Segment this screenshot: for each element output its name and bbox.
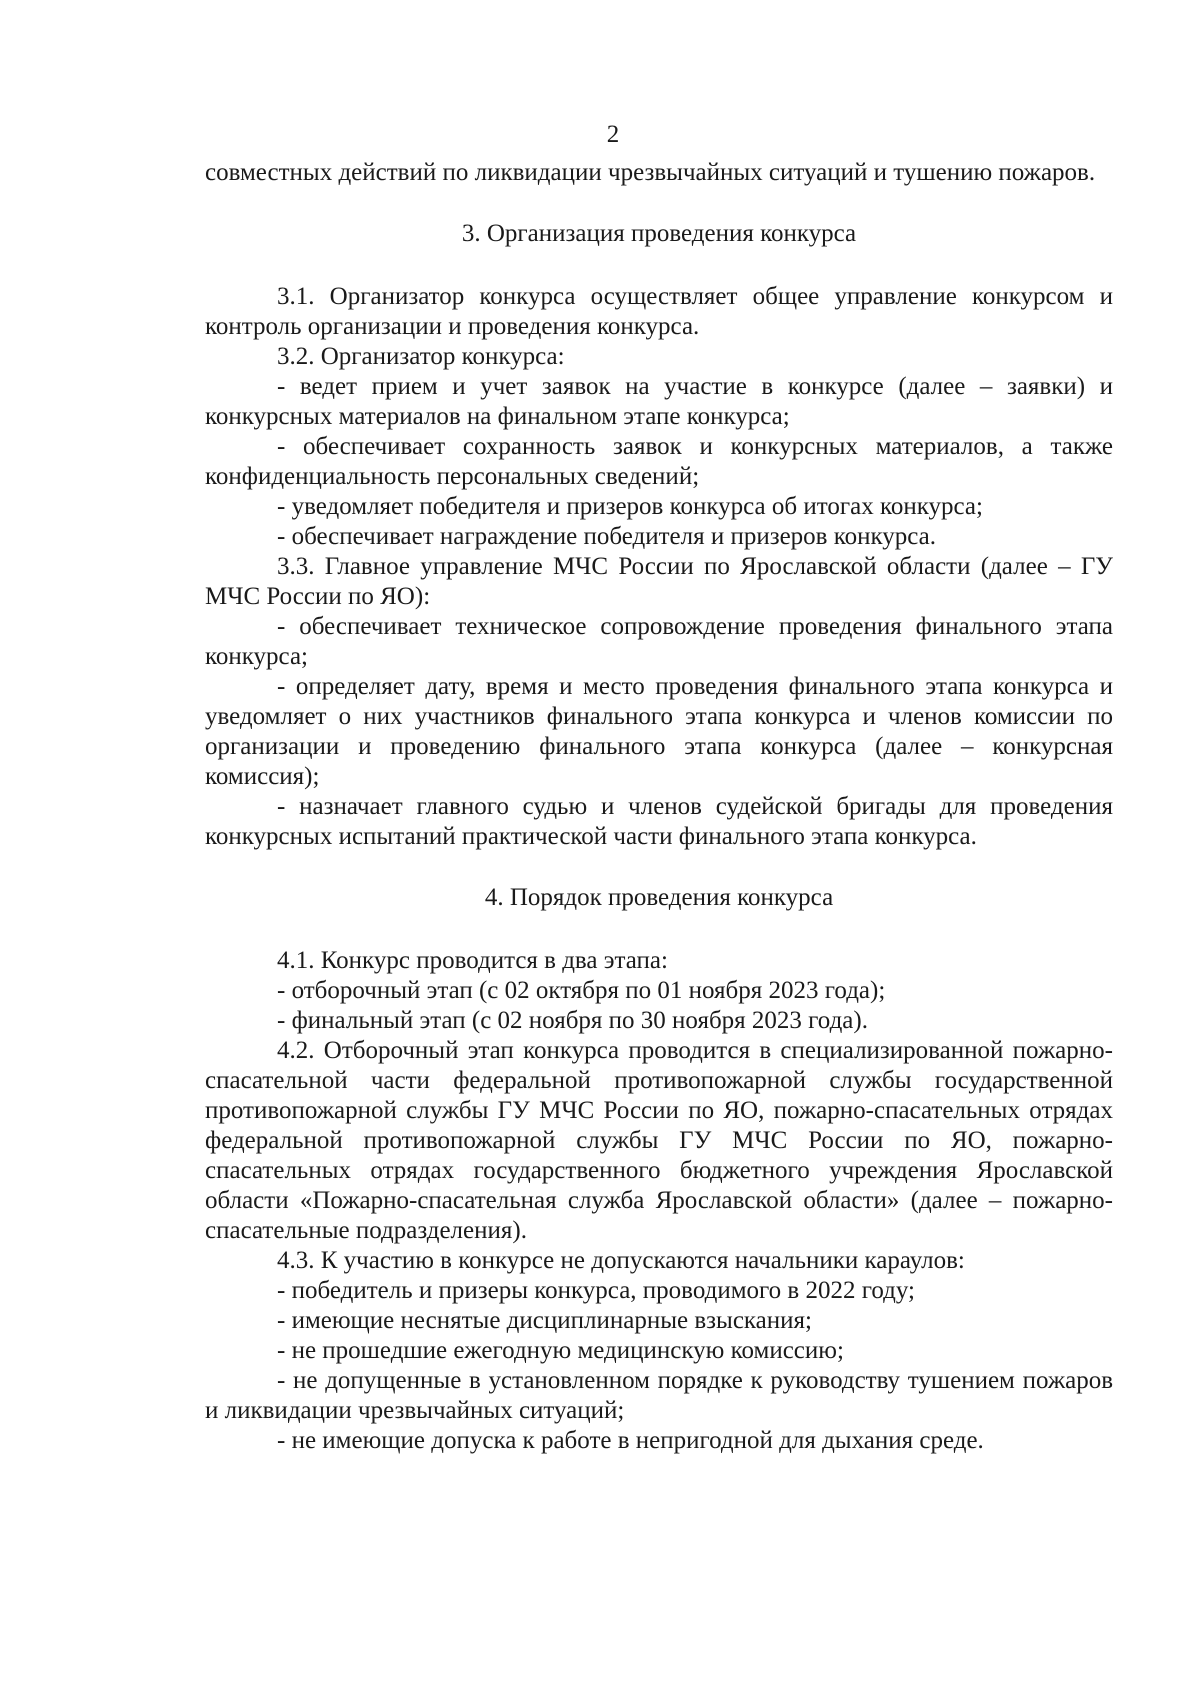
list-item: - отборочный этап (с 02 октября по 01 ноября 2023 года); [277, 977, 886, 1004]
list-item: - ведет прием и учет заявок на участие в конкурсе (далее – заявки) и конкурсных материалов на финальном этапе конкурса; [205, 373, 1113, 430]
list-item: - обеспечивает награждение победителя и призеров конкурса. [277, 523, 937, 550]
page-number: 2 [606, 121, 620, 148]
section-4-heading: 4. Порядок проведения конкурса [484, 884, 834, 911]
paragraph-3-3: 3.3. Главное управление МЧС России по Ярославской области (далее – ГУ МЧС России по ЯО): [205, 553, 1113, 610]
list-item: - уведомляет победителя и призеров конкурса об итогах конкурса; [277, 493, 983, 520]
paragraph-4-3: 4.3. К участию в конкурсе не допускаются начальники караулов: [277, 1247, 965, 1274]
section-3-heading: 3. Организация проведения конкурса [461, 220, 857, 247]
list-item: - победитель и призеры конкурса, проводимого в 2022 году; [277, 1277, 915, 1304]
list-item: - определяет дату, время и место проведения финального этапа конкурса и уведомляет о них участников финального этапа конкурса и членов комиссии по организации и проведению финального этапа конкурса (далее – конкурсная комиссия); [205, 673, 1113, 790]
list-item: - финальный этап (с 02 ноября по 30 ноября 2023 года). [277, 1007, 868, 1034]
list-item: - имеющие неснятые дисциплинарные взыскания; [277, 1307, 812, 1334]
paragraph-4-2: 4.2. Отборочный этап конкурса проводится в специализированной пожарно-спасательной части федеральной противопожарной службы государственной противопожарной службы ГУ МЧС России по ЯО, пожарно-спасательных отрядах федеральной противопожарной службы ГУ МЧС России по ЯО, пожарно-спасательных отрядах государственного бюджетного учреждения Ярославской области «Пожарно-спасательная служба Ярославской области» (далее – пожарно-спасательные подразделения). [205, 1037, 1113, 1244]
document-body [205, 158, 1113, 1456]
list-item: - обеспечивает сохранность заявок и конкурсных материалов, а также конфиденциальность персональных сведений; [205, 433, 1113, 490]
list-item: - не допущенные в установленном порядке к руководству тушением пожаров и ликвидации чрезвычайных ситуаций; [205, 1367, 1113, 1424]
list-item: - не прошедшие ежегодную медицинскую комиссию; [277, 1337, 844, 1364]
paragraph-3-2: 3.2. Организатор конкурса: [277, 343, 565, 370]
list-item: - назначает главного судью и членов судейской бригады для проведения конкурсных испытаний практической части финального этапа конкурса. [205, 793, 1113, 850]
paragraph-4-1: 4.1. Конкурс проводится в два этапа: [277, 947, 668, 974]
intro-paragraph: совместных действий по ликвидации чрезвычайных ситуаций и тушению пожаров. [205, 159, 1096, 186]
list-item: - обеспечивает техническое сопровождение проведения финального этапа конкурса; [205, 613, 1113, 670]
list-item: - не имеющие допуска к работе в непригодной для дыхания среде. [277, 1427, 984, 1454]
paragraph-3-1: 3.1. Организатор конкурса осуществляет общее управление конкурсом и контроль организации и проведения конкурса. [205, 283, 1113, 340]
